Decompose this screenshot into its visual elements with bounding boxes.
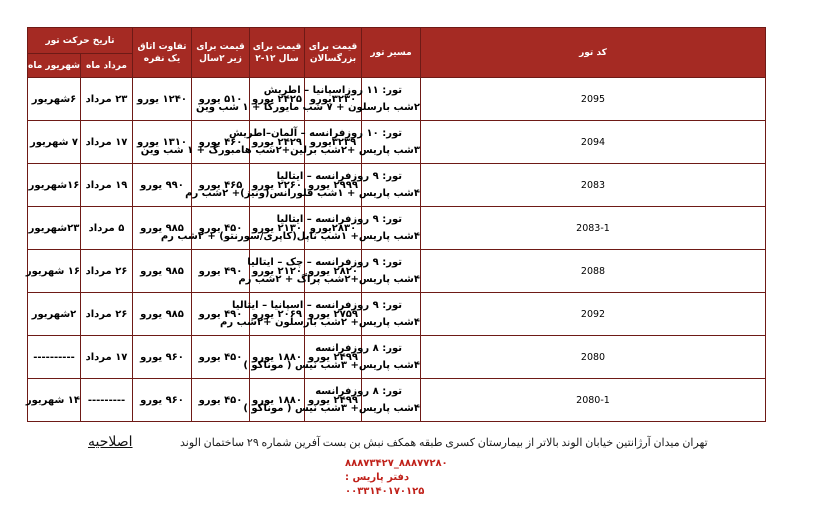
code-cell: 2080 <box>421 336 766 379</box>
adult-cell: ۳۲۳۰یورو <box>305 78 362 121</box>
adult-cell: ۲۴۹۹ یورو <box>305 379 362 422</box>
shahrivar-cell: ۱۴ شهریور <box>28 379 81 422</box>
mordad-cell: ۲۳ مرداد <box>81 78 133 121</box>
single-cell: ۹۸۵ یورو <box>133 250 192 293</box>
route-cell: تور: ۹ روزفرانسه – چک – ایتالیا ۴شب پاریس+۲شب پراگ + ۲شب رم <box>362 250 421 293</box>
office-address: تهران میدان آرژانتین خیابان الوند بالاتر از بیمارستان کسری طبقه همکف نبش بن بست آفرین شماره ۲۹ ساختمان الوند <box>180 437 708 449</box>
child-cell: ۲۰۶۹ یورو <box>250 293 305 336</box>
shahrivar-cell: ---------- <box>28 336 81 379</box>
mordad-cell: ۱۷ مرداد <box>81 121 133 164</box>
adult-cell: ۲۷۵۹ یورو <box>305 293 362 336</box>
single-cell: ۹۶۰ یورو <box>133 336 192 379</box>
infant-cell: ۴۵۰ یورو <box>192 207 250 250</box>
adult-cell: ۲۸۲۰ یورو <box>305 250 362 293</box>
child-cell: ۲۲۶۰ یورو <box>250 164 305 207</box>
header-route: مسیر تور <box>362 28 421 78</box>
table-row <box>28 293 827 336</box>
table-row <box>28 207 827 250</box>
adult-cell: ۲۸۳۰یورو <box>305 207 362 250</box>
header-adult: قیمت برای بزرگسالان <box>305 28 362 78</box>
single-cell: ۹۸۵ یورو <box>133 293 192 336</box>
route-cell: تور: ۱۰ روزفرانسه – آلمان–اطریش ۳شب پاریس +۲شب برلین+۲شب هامبورگ + ۱ شب وین <box>362 121 421 164</box>
infant-cell: ۵۱۰ یورو <box>192 78 250 121</box>
route-cell: تور: ۸ روزفرانسه ۴شب پاریس+ ۳شب نیس ( موناکو ) <box>362 336 421 379</box>
code-cell: 2083-1 <box>421 207 766 250</box>
single-cell: ۱۳۱۰ یورو <box>133 121 192 164</box>
infant-cell: ۴۹۰ یورو <box>192 250 250 293</box>
shahrivar-cell: ۲شهریور <box>28 293 81 336</box>
header-mordad: مرداد ماه <box>81 54 133 78</box>
header-infant: قیمت برای زیر ۲سال <box>192 28 250 78</box>
route-cell: تور: ۹ روزفرانسه – ایتالیا ۴شب پاریس+ ۱شب ناپل(کاپری/سورنتو) + ۲شب رم <box>362 207 421 250</box>
table-row <box>28 121 827 164</box>
mordad-cell: ۱۹ مرداد <box>81 164 133 207</box>
infant-cell: ۴۵۰ یورو <box>192 336 250 379</box>
code-cell: 2088 <box>421 250 766 293</box>
infant-cell: ۴۶۵ یورو <box>192 164 250 207</box>
code-cell: 2080-1 <box>421 379 766 422</box>
table-row <box>28 379 827 422</box>
single-cell: ۱۲۴۰ یورو <box>133 78 192 121</box>
shahrivar-cell: ۷ شهریور <box>28 121 81 164</box>
single-cell: ۹۹۰ یورو <box>133 164 192 207</box>
mordad-cell: --------- <box>81 379 133 422</box>
child-cell: ۱۸۸۰ یورو <box>250 336 305 379</box>
table-row <box>28 336 827 379</box>
adult-cell: ۳۲۳۹یورو <box>305 121 362 164</box>
paris-office-label: دفتر پاریس : <box>345 472 410 483</box>
shahrivar-cell: ۶شهریور <box>28 78 81 121</box>
adult-cell: ۲۹۹۹ یورو <box>305 164 362 207</box>
route-cell: تور: ۱۱ روزاسپانیا – اطریش ۲شب بارسلون + ۷ شب مایورکا + ۱ شب وین <box>362 78 421 121</box>
child-cell: ۲۴۲۹ یورو <box>250 121 305 164</box>
shahrivar-cell: ۲۳شهریور <box>28 207 81 250</box>
table-row <box>28 78 827 121</box>
tours-table <box>27 27 827 422</box>
code-cell: 2083 <box>421 164 766 207</box>
child-cell: ۲۱۲۰ یورو <box>250 250 305 293</box>
header-code: کد تور <box>421 28 766 78</box>
shahrivar-cell: ۱۶شهریور <box>28 164 81 207</box>
route-cell: تور: ۹ روزفرانسه – ایتالیا ۴شب پاریس + ۱شب فلورانس(ونیز)+ ۲شب رم <box>362 164 421 207</box>
correction-label: اصلاحیه <box>88 435 133 450</box>
mordad-cell: ۱۷ مرداد <box>81 336 133 379</box>
header-departure: تاریخ حرکت تور <box>28 28 133 54</box>
mordad-cell: ۲۶ مرداد <box>81 293 133 336</box>
table-row <box>28 164 827 207</box>
infant-cell: ۴۹۰ یورو <box>192 293 250 336</box>
code-cell: 2094 <box>421 121 766 164</box>
table-row <box>28 250 827 293</box>
mordad-cell: ۲۶ مرداد <box>81 250 133 293</box>
header-shahrivar: شهریور ماه <box>28 54 81 78</box>
child-cell: ۱۸۸۰ یورو <box>250 379 305 422</box>
header-child: قیمت برای ۲-۱۲ سال <box>250 28 305 78</box>
paris-office-phone: ۰۰۳۳۱۴۰۱۷۰۱۲۵ <box>345 486 425 497</box>
route-cell: تور: ۹ روزفرانسه – اسپانیا – ایتالیا ۴شب پاریس+ ۲شب بارسلون +۲شب رم <box>362 293 421 336</box>
single-cell: ۹۶۰ یورو <box>133 379 192 422</box>
infant-cell: ۴۶۰ یورو <box>192 121 250 164</box>
route-cell: تور: ۸ روزفرانسه ۴شب پاریس+ ۳شب نیس ( موناکو ) <box>362 379 421 422</box>
shahrivar-cell: ۱۶ شهریور <box>28 250 81 293</box>
single-cell: ۹۸۵ یورو <box>133 207 192 250</box>
mordad-cell: ۵ مرداد <box>81 207 133 250</box>
office-phones: ۸۸۸۷۳۴۲۷_۸۸۸۷۷۲۸۰ <box>345 458 448 469</box>
code-cell: 2092 <box>421 293 766 336</box>
adult-cell: ۲۴۹۹ یورو <box>305 336 362 379</box>
child-cell: ۲۱۳۰ یورو <box>250 207 305 250</box>
child-cell: ۲۴۲۵ یورو <box>250 78 305 121</box>
infant-cell: ۴۵۰ یورو <box>192 379 250 422</box>
code-cell: 2095 <box>421 78 766 121</box>
header-single: تفاوت اتاق یک نفره <box>133 28 192 78</box>
